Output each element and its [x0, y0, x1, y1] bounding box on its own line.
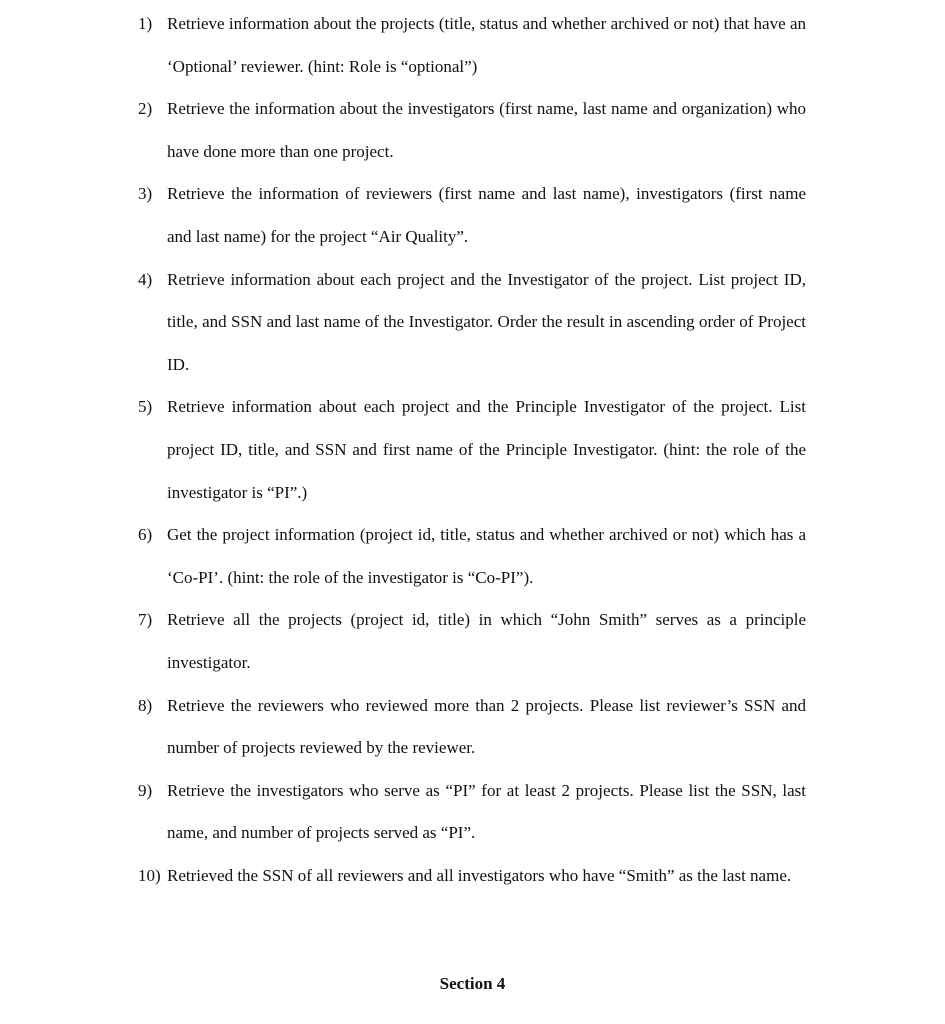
- question-text: Retrieve information about each project and the Investigator of the project. List project ID, title, and SSN and last name of the Investigator. Order the result in ascending order of Project ID.: [167, 269, 806, 374]
- question-1: [138, 3, 806, 88]
- question-text: Retrieve information about the projects (title, status and whether archived or not) that have an ‘Optional’ reviewer. (hint: Role is “optional”): [167, 14, 806, 76]
- question-number: 2): [138, 99, 153, 119]
- question-3: [138, 173, 806, 258]
- section-heading: Section 4: [439, 974, 506, 993]
- question-2: [138, 88, 806, 173]
- question-number: 7): [138, 610, 153, 630]
- question-text: Retrieve the reviewers who reviewed more than 2 projects. Please list reviewer’s SSN and number of projects reviewed by the reviewer.: [167, 695, 806, 758]
- question-8: [138, 685, 806, 770]
- question-text: Retrieve information about each project and the Principle Investigator of the project. List project ID, title, and SSN and first name of the Principle Investigator. (hint: the role of the investigator is “PI”.): [167, 397, 806, 502]
- question-list: [138, 3, 806, 897]
- question-6: [138, 514, 806, 599]
- question-number: 4): [138, 269, 153, 289]
- question-number: 10): [138, 865, 161, 885]
- question-number: 5): [138, 397, 153, 417]
- question-4: [138, 259, 806, 387]
- question-text: Retrieve the information about the investigators (first name, last name and organization) who have done more than one project.: [167, 99, 806, 161]
- question-5: [138, 386, 806, 514]
- question-number: 1): [138, 14, 153, 33]
- question-text: Retrieve all the projects (project id, title) in which “John Smith” serves as a principle investigator.: [167, 610, 806, 672]
- question-number: 9): [138, 780, 153, 800]
- question-7: [138, 599, 806, 684]
- question-number: 3): [138, 184, 153, 204]
- question-number: 6): [138, 525, 153, 545]
- question-text: Retrieve the information of reviewers (first name and last name), investigators (first name and last name) for the project “Air Quality”.: [167, 184, 806, 246]
- question-9: [138, 770, 806, 855]
- question-text: Get the project information (project id, title, status and whether archived or not) which has a ‘Co-PI’. (hint: the role of the investigator is “Co-PI”).: [167, 525, 806, 587]
- question-number: 8): [138, 695, 153, 715]
- question-text: Retrieve the investigators who serve as “PI” for at least 2 projects. Please list the SSN, last name, and number of projects served as “PI”.: [167, 780, 806, 843]
- question-10: [138, 855, 806, 898]
- question-text: Retrieved the SSN of all reviewers and all investigators who have “Smith” as the last name.: [167, 865, 792, 885]
